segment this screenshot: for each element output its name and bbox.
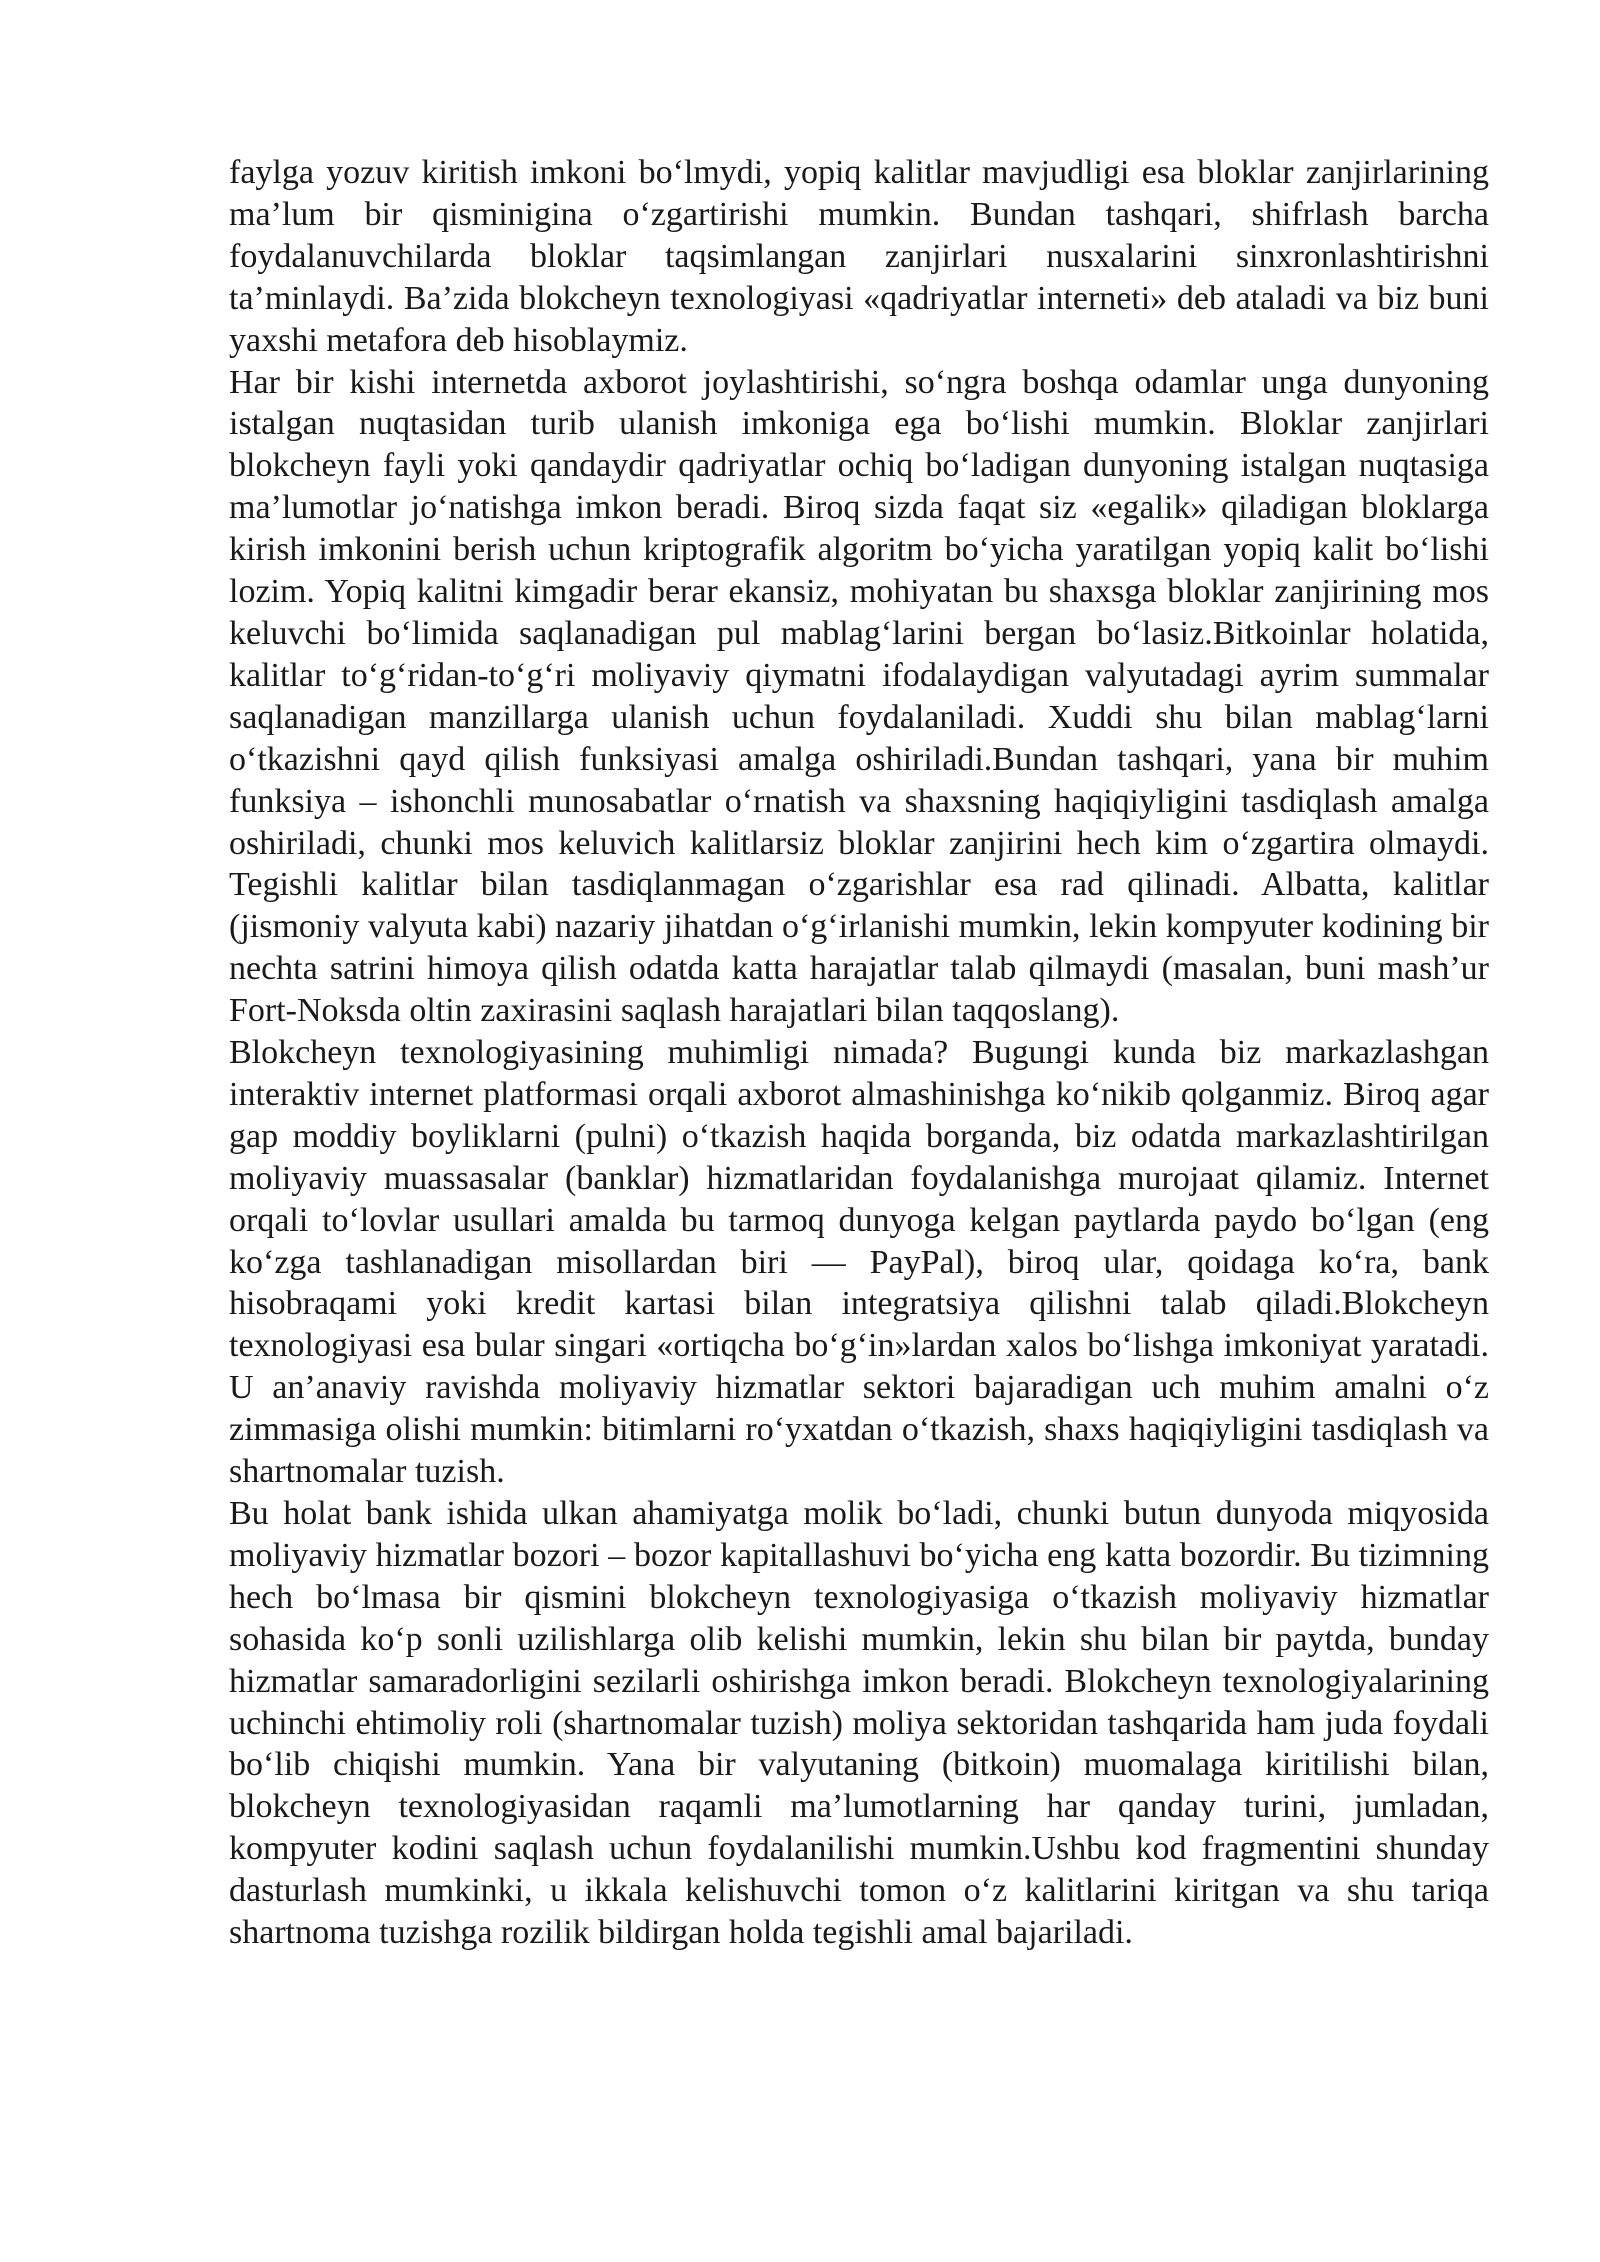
paragraph-1: faylga yozuv kiritish imkoni bo‘lmydi, yopiq kalitlar mavjudligi esa bloklar zanjirlarining ma’lum bir qisminigina o‘zgartirishi mumkin. Bundan tashqari, shifrlash barcha foydalanuvchilarda bloklar taqsimlangan zanjirlari nusxalarini sinxronlashtirishni ta’minlaydi. Ba’zida blokcheyn texnologiyasi «qadriyatlar interneti» deb ataladi va biz buni yaxshi metafora deb hisoblaymiz. (229, 154, 1489, 359)
paragraph-3: Blokcheyn texnologiyasining muhimligi nimada? Bugungi kunda biz markazlashgan interaktiv internet platformasi orqali axborot almashinishga ko‘nikib qolganmiz. Biroq agar gap moddiy boyliklarni (pulni) o‘tkazish haqida borganda, biz odatda markazlashtirilgan moliyaviy muassasalar (banklar) hizmatlaridan foydalanishga murojaat qilamiz. Internet orqali to‘lovlar usullari amalda bu tarmoq dunyoga kelgan paytlarda paydo bo‘lgan (eng ko‘zga tashlanadigan misollardan biri — PayPal), biroq ular, qoidaga ko‘ra, bank hisobraqami yoki kredit kartasi bilan integratsiya qilishni talab qiladi.Blokcheyn texnologiyasi esa bular singari «ortiqcha bo‘g‘in»lardan xalos bo‘lishga imkoniyat yaratadi. U an’anaviy ravishda moliyaviy hizmatlar sektori bajaradigan uch muhim amalni o‘z zimmasiga olishi mumkin: bitimlarni ro‘yxatdan o‘tkazish, shaxs haqiqiyligini tasdiqlash va shartnomalar tuzish. (229, 1034, 1489, 1491)
paragraph-4: Bu holat bank ishida ulkan ahamiyatga molik bo‘ladi, chunki butun dunyoda miqyosida moliyaviy hizmatlar bozori – bozor kapitallashuvi bo‘yicha eng katta bozordir. Bu tizimning hech bo‘lmasa bir qismini blokcheyn texnologiyasiga o‘tkazish moliyaviy hizmatlar sohasida ko‘p sonli uzilishlarga olib kelishi mumkin, lekin shu bilan bir paytda, bunday hizmatlar samaradorligini sezilarli oshirishga imkon beradi. Blokcheyn texnologiyalarining uchinchi ehtimoliy roli (shartnomalar tuzish) moliya sektoridan tashqarida ham juda foydali bo‘lib chiqishi mumkin. Yana bir valyutaning (bitkoin) muomalaga kiritilishi bilan, blokcheyn texnologiyasidan raqamli ma’lumotlarning har qanday turini, jumladan, kompyuter kodini saqlash uchun foydalanilishi mumkin.Ushbu kod fragmentini shunday dasturlash mumkinki, u ikkala kelishuvchi tomon o‘z kalitlarini kiritgan va shu tariqa shartnoma tuzishga rozilik bildirgan holda tegishli amal bajariladi. (229, 1495, 1489, 1952)
document-body (229, 152, 1489, 1954)
paragraph-2: Har bir kishi internetda axborot joylashtirishi, so‘ngra boshqa odamlar unga dunyoning istalgan nuqtasidan turib ulanish imkoniga ega bo‘lishi mumkin. Bloklar zanjirlari blokcheyn fayli yoki qandaydir qadriyatlar ochiq bo‘ladigan dunyoning istalgan nuqtasiga ma’lumotlar jo‘natishga imkon beradi. Biroq sizda faqat siz «egalik» qiladigan bloklarga kirish imkonini berish uchun kriptografik algoritm bo‘yicha yaratilgan yopiq kalit bo‘lishi lozim. Yopiq kalitni kimgadir berar ekansiz, mohiyatan bu shaxsga bloklar zanjirining mos keluvchi bo‘limida saqlanadigan pul mablag‘larini bergan bo‘lasiz.Bitkoinlar holatida, kalitlar to‘g‘ridan-to‘g‘ri moliyaviy qiymatni ifodalaydigan valyutadagi ayrim summalar saqlanadigan manzillarga ulanish uchun foydalaniladi. Xuddi shu bilan mablag‘larni o‘tkazishni qayd qilish funksiyasi amalga oshiriladi.Bundan tashqari, yana bir muhim funksiya – ishonchli munosabatlar o‘rnatish va shaxsning haqiqiyligini tasdiqlash amalga oshiriladi, chunki mos keluvich kalitlarsiz bloklar zanjirini hech kim o‘zgartira olmaydi. Tegishli kalitlar bilan tasdiqlanmagan o‘zgarishlar esa rad qilinadi. Albatta, kalitlar (jismoniy valyuta kabi) nazariy jihatdan o‘g‘irlanishi mumkin, lekin kompyuter kodining bir nechta satrini himoya qilish odatda katta harajatlar talab qilmaydi (masalan, buni mash’ur Fort-Noksda oltin zaxirasini saqlash harajatlari bilan taqqoslang). (229, 363, 1489, 1030)
